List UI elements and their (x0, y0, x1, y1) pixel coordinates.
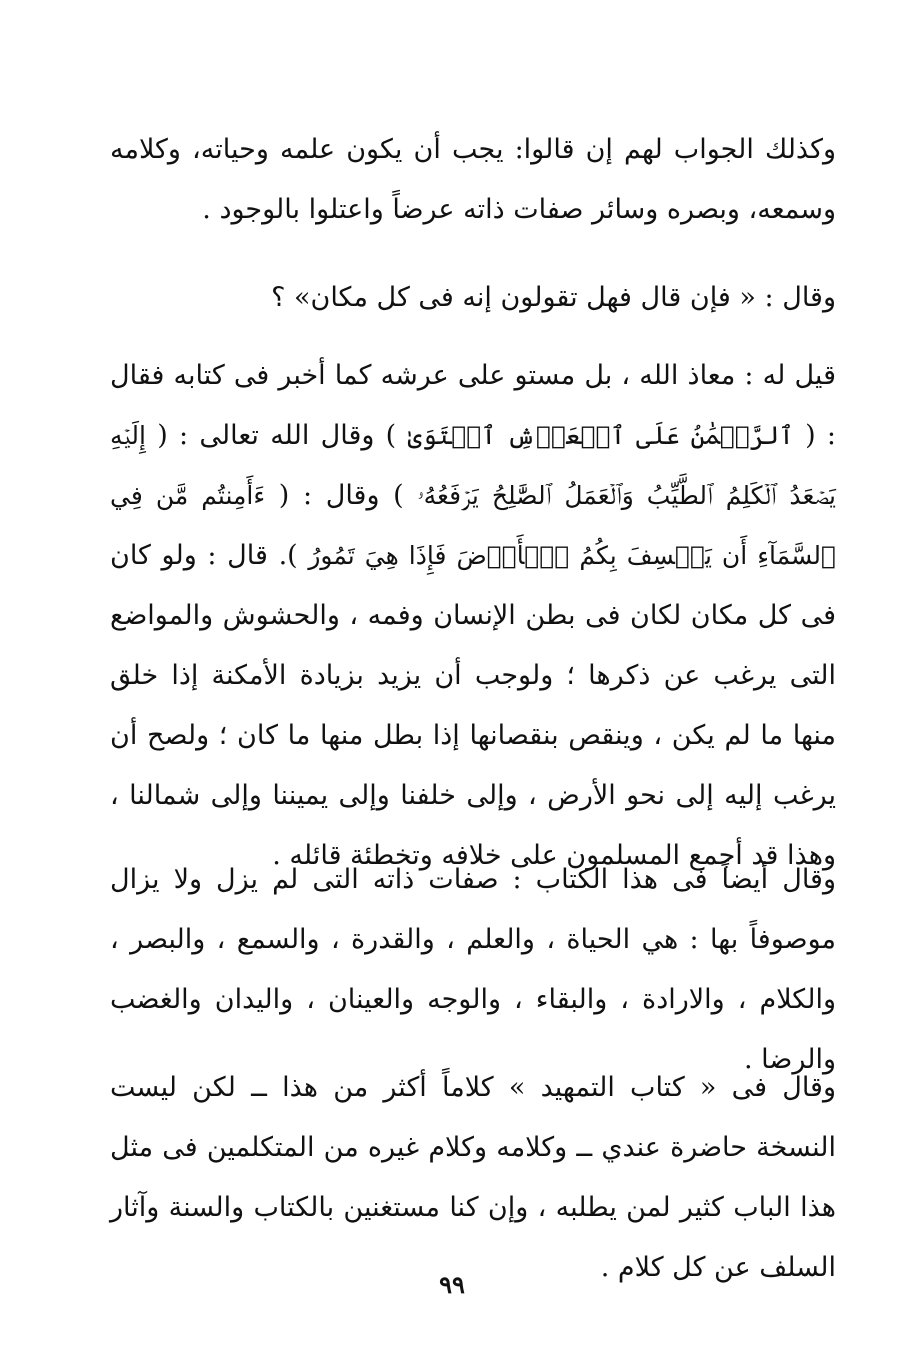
paragraph-1: وكذلك الجواب لهم إن قالوا: يجب أن يكون علمه وحياته، وكلامه وسمعه، وبصره وسائر صفات ذاته عرضاً واعتلوا بالوجود . (110, 134, 836, 225)
quran-verse-2: إِلَيۡهِ يَصۡعَدُ ٱلۡكَلِمُ ٱلطَّيِّبُ وَٱلۡعَمَلُ ٱلصَّٰلِحُ يَرۡفَعُهُۥ (110, 421, 836, 510)
paragraph-3-text-3: ) وقال : ( (278, 480, 404, 511)
paragraph-3-text-4: ). قال : ولو كان فى كل مكان لكان فى بطن الإنسان وفمه ، والحشوش والمواضع التى يرغب عن ذكرها ؛ ولوجب أن يزيد بزيادة الأمكنة إذا خلق منها ما لم يكن ، وينقص بنقصانها إذا بطل منها ما كان ؛ ولصح أن يرغب إليه إلى نحو الأرض ، وإلى خلفنا وإلى يميننا وإلى شمالنا ، وهذا قد أجمع المسلمون على خلافه وتخطئة قائله . (110, 540, 836, 871)
paragraph-3 (110, 346, 836, 886)
paragraph-5: وقال فى « كتاب التمهيد » كلاماً أكثر من هذا ــ لكن ليست النسخة حاضرة عندي ــ وكلامه وكلام غيره من المتكلمين فى مثل هذا الباب كثير لمن يطلبه ، وإن كنا مستغنين بالكتاب والسنة وآثار السلف عن كل كلام . (110, 1072, 836, 1283)
quran-verse-1: ٱلرَّحۡمَٰنُ عَلَى ٱلۡعَرۡشِ ٱسۡتَوَىٰ (407, 421, 794, 450)
paragraph-3-text-1: قيل له : معاذ الله ، بل مستو على عرشه كما أخبر فى كتابه فقال : ( (110, 360, 836, 451)
paragraph-3-text-2: ) وقال الله تعالى : ( (157, 420, 397, 451)
paragraph-2: وقال : « فإن قال فهل تقولون إنه فى كل مكان» ؟ (271, 282, 836, 313)
quran-verse-3: ءَأَمِنتُم مَّن فِي ٱلسَّمَآءِ أَن يَخۡسِفَ بِكُمُ ٱلۡأَرۡضَ فَإِذَا هِيَ تَمُورُ (110, 481, 836, 570)
paragraph-4: وقال أيضاً فى هذا الكتاب : صفات ذاته التى لم يزل ولا يزال موصوفاً بها : هي الحياة ، والعلم ، والقدرة ، والسمع ، والبصر ، والكلام ، والارادة ، والبقاء ، والوجه والعينان ، واليدان والغضب والرضا . (110, 864, 836, 1075)
page-number: ٩٩ (439, 1270, 465, 1299)
